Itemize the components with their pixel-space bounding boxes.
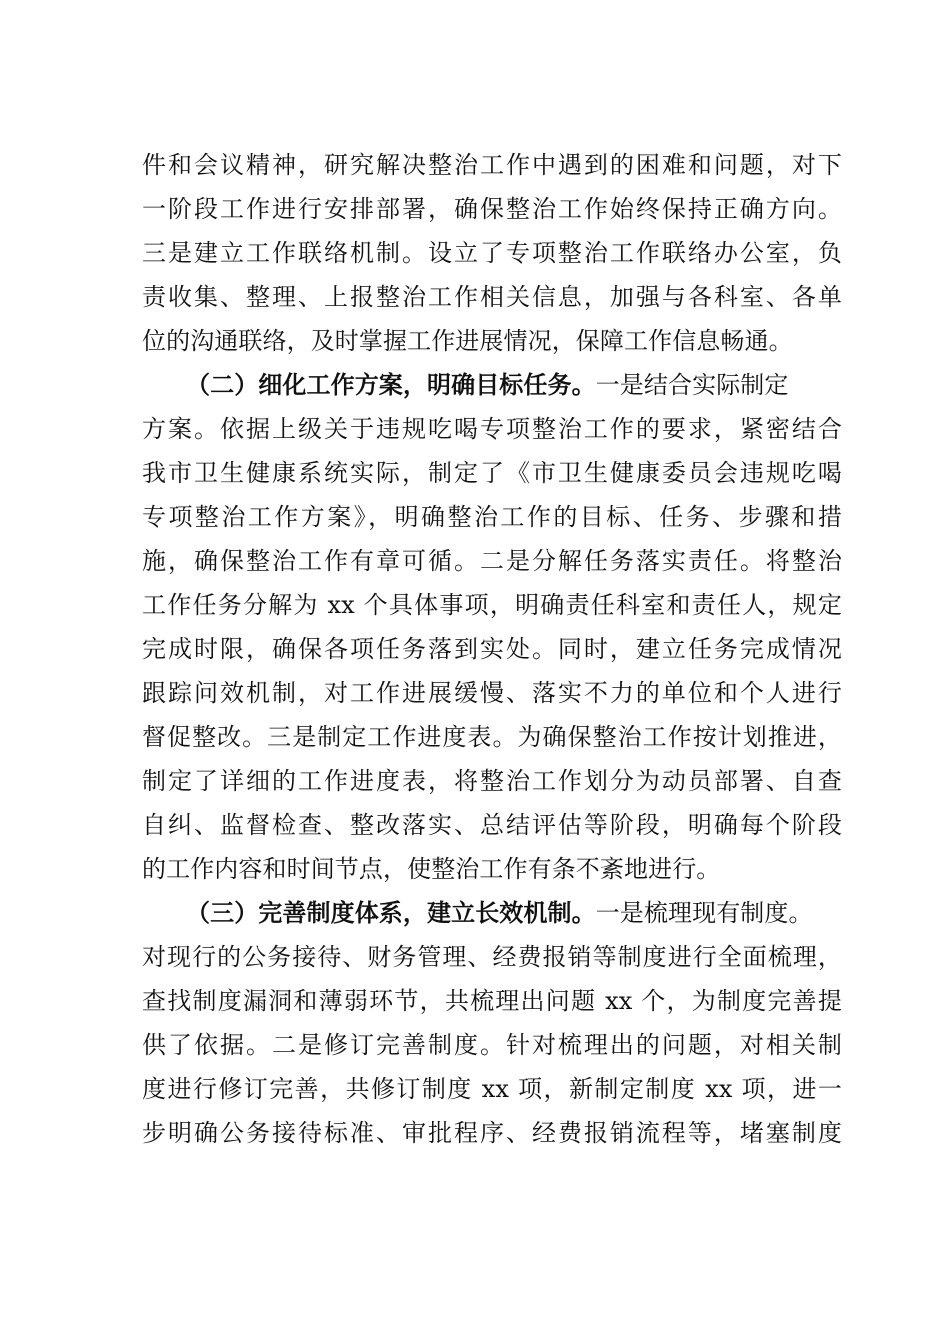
document-body <box>142 143 842 1155</box>
text-line: 自纠、监督检查、整改落实、总结评估等阶段，明确每个阶段 <box>142 811 842 839</box>
text-line: 制定了详细的工作进度表，将整治工作划分为动员部署、自查 <box>142 767 842 795</box>
paragraph-section-3 <box>142 891 842 1155</box>
text-line: 责收集、整理、上报整治工作相关信息，加强与各科室、各单 <box>142 283 842 311</box>
text-line: 督促整改。三是制定工作进度表。为确保整治工作按计划推进， <box>142 723 842 751</box>
section-2-heading: （二）细化工作方案，明确目标任务。 <box>186 370 596 399</box>
section-3-heading: （三）完善制度体系，建立长效机制。 <box>186 898 596 927</box>
text-line: 方案。依据上级关于违规吃喝专项整治工作的要求，紧密结合 <box>142 415 842 443</box>
text-line: 的工作内容和时间节点，使整治工作有条不紊地进行。 <box>142 855 721 883</box>
text-line: 供了依据。二是修订完善制度。针对梳理出的问题，对相关制 <box>142 1031 842 1059</box>
text-line: 施，确保整治工作有章可循。二是分解任务落实责任。将整治 <box>142 547 842 575</box>
section-3-first-line-rest: 一是梳理现有制度。 <box>595 899 813 927</box>
text-line: 跟踪问效机制，对工作进展缓慢、落实不力的单位和个人进行 <box>142 679 842 707</box>
text-line: 工作任务分解为 xx 个具体事项，明确责任科室和责任人，规定 <box>142 591 842 619</box>
paragraph-section-2 <box>142 363 842 891</box>
text-line: 完成时限，确保各项任务落到实处。同时，建立任务完成情况 <box>142 635 842 663</box>
text-line: 位的沟通联络，及时掌握工作进展情况，保障工作信息畅通。 <box>142 327 793 355</box>
text-line: 一阶段工作进行安排部署，确保整治工作始终保持正确方向。 <box>142 195 842 223</box>
section-2-first-line-rest: 一是结合实际制定 <box>595 371 789 399</box>
text-line: 我市卫生健康系统实际，制定了《市卫生健康委员会违规吃喝 <box>142 459 842 487</box>
text-line: 三是建立工作联络机制。设立了专项整治工作联络办公室，负 <box>142 239 842 267</box>
text-line: 查找制度漏洞和薄弱环节，共梳理出问题 xx 个，为制度完善提 <box>142 987 842 1015</box>
text-line: 对现行的公务接待、财务管理、经费报销等制度进行全面梳理， <box>142 943 842 971</box>
text-line: 专项整治工作方案》，明确整治工作的目标、任务、步骤和措 <box>142 503 842 531</box>
text-line: 步明确公务接待标准、审批程序、经费报销流程等，堵塞制度 <box>142 1119 842 1147</box>
section-3-first-line <box>142 891 842 935</box>
paragraph-work-mechanism <box>142 143 842 363</box>
text-line: 度进行修订完善，共修订制度 xx 项，新制定制度 xx 项，进一 <box>142 1075 842 1103</box>
section-2-first-line <box>142 363 842 407</box>
text-line: 件和会议精神，研究解决整治工作中遇到的困难和问题，对下 <box>142 151 842 179</box>
